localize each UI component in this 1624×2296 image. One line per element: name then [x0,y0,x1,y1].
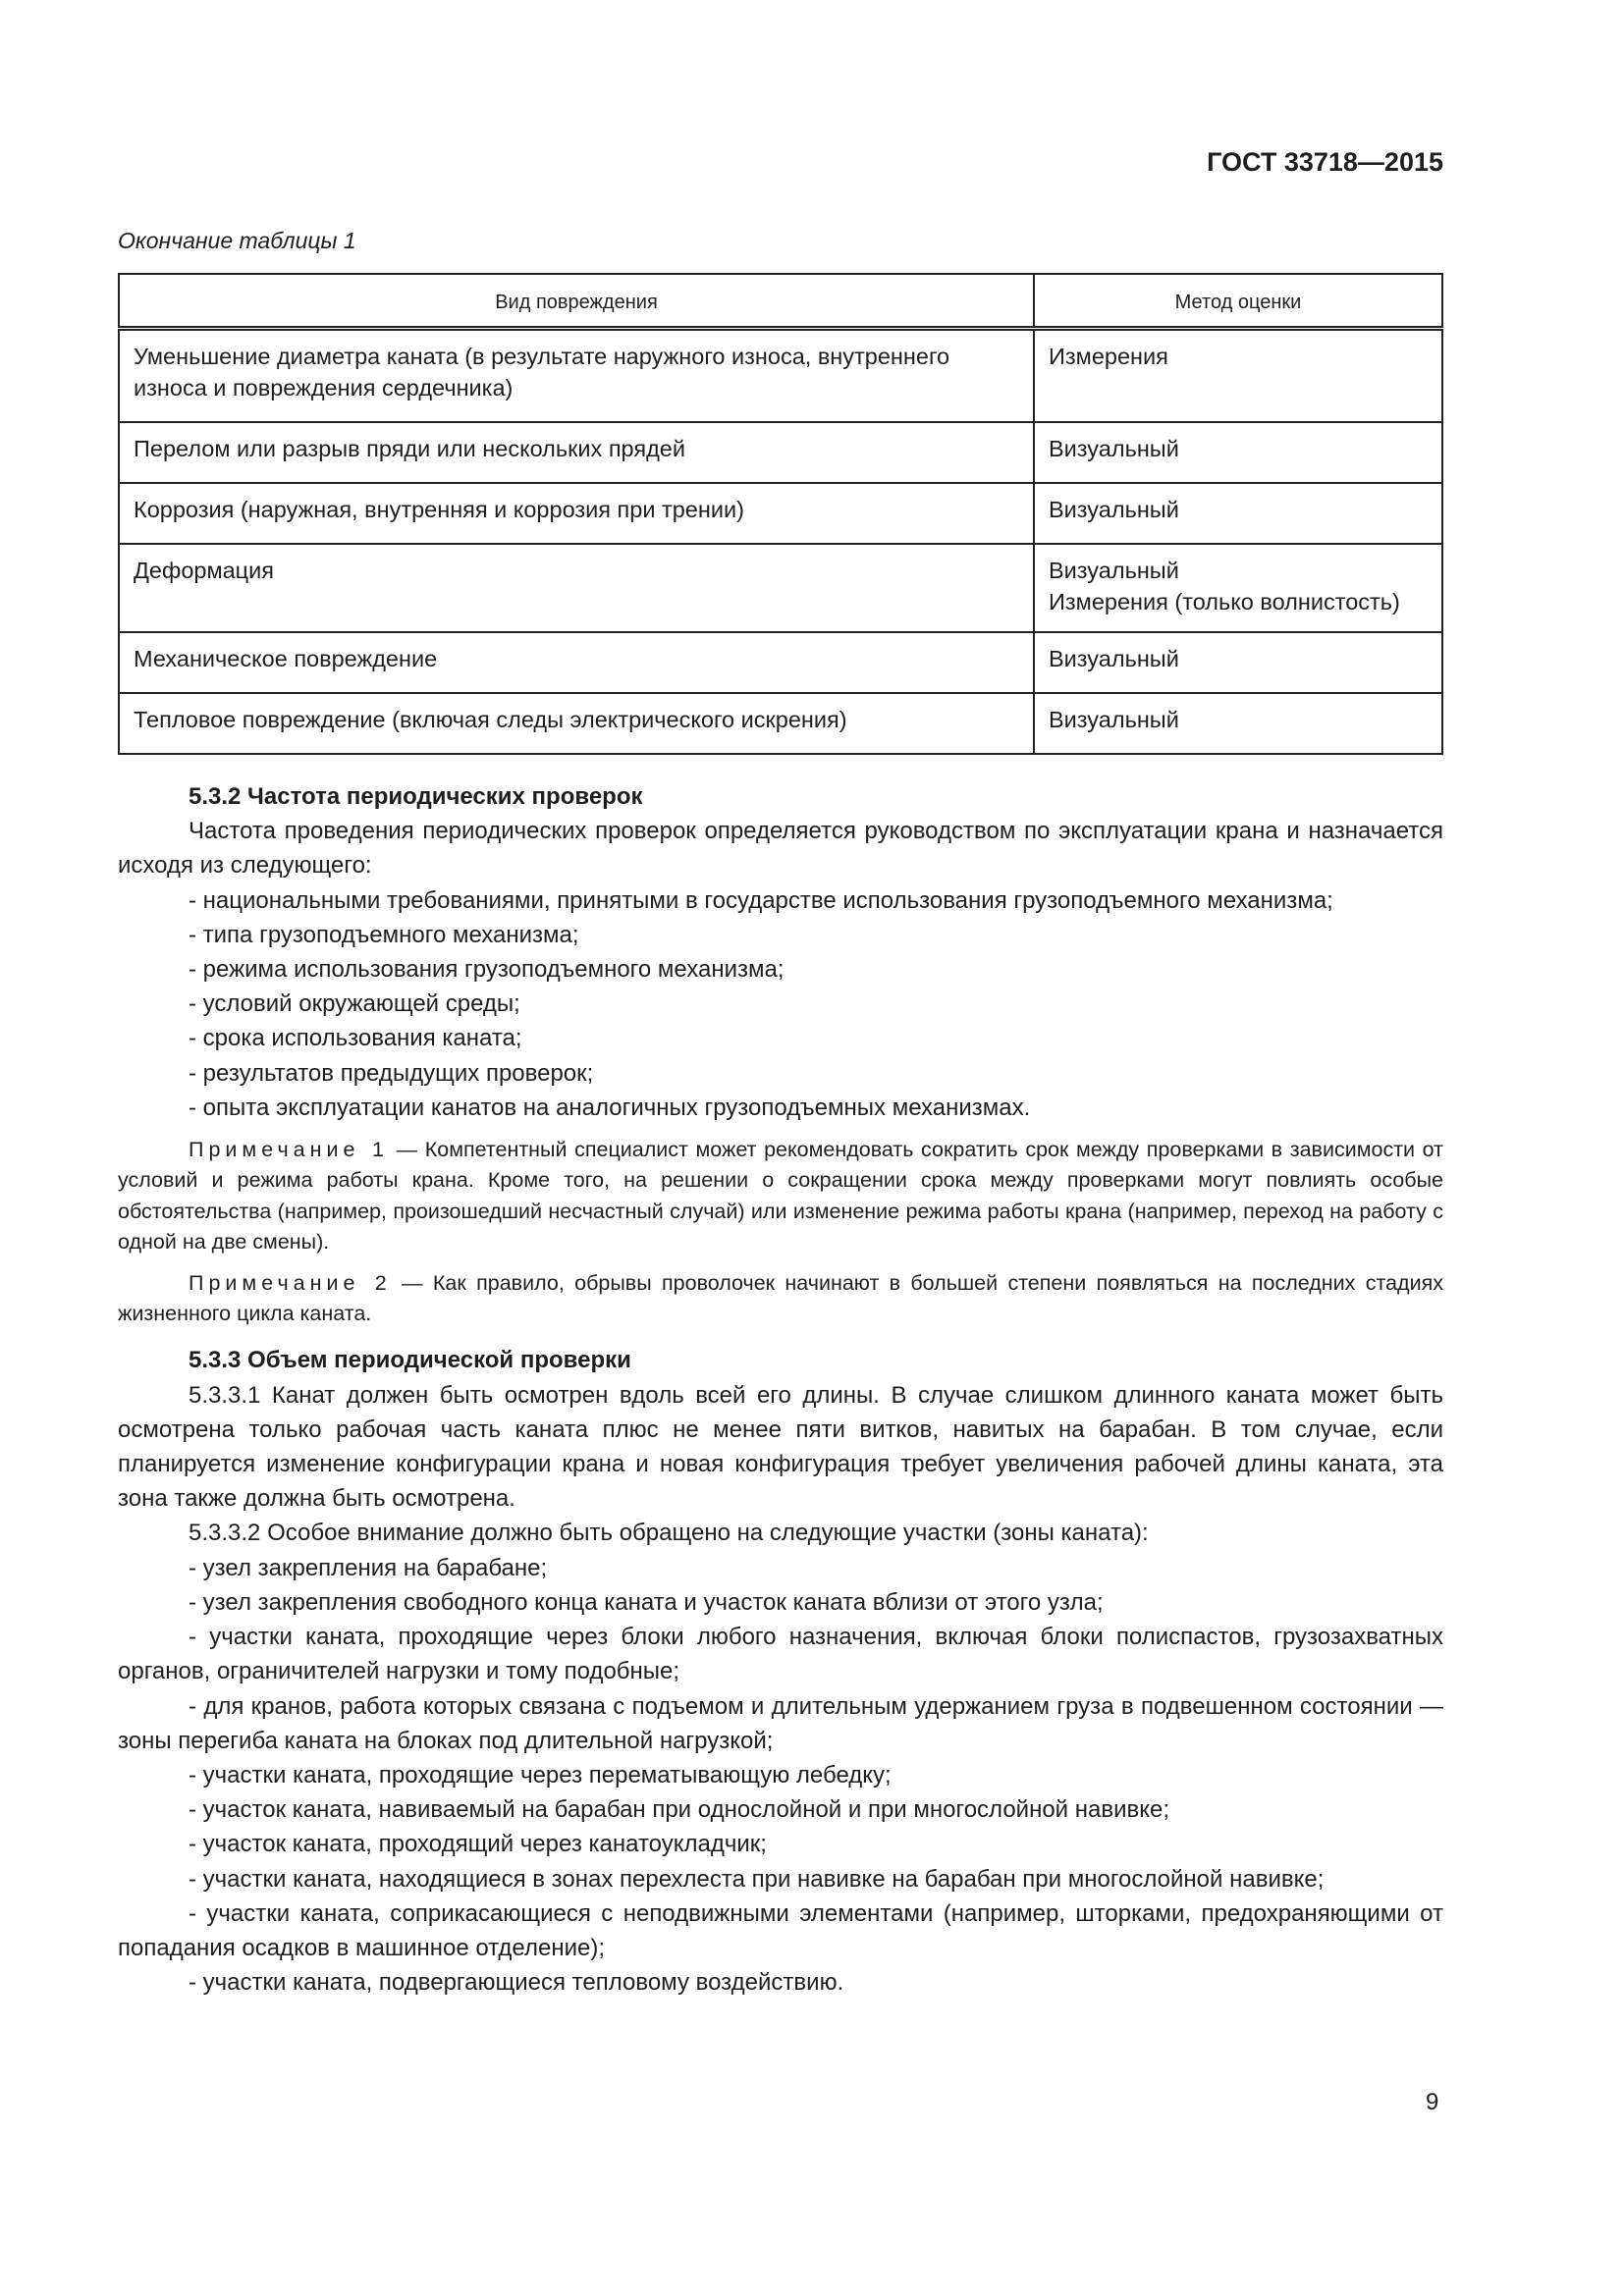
method-cell: Визуальный [1034,693,1442,754]
damage-cell: Тепловое повреждение (включая следы электрического искрения) [119,693,1034,754]
list-item: - участки каната, соприкасающиеся с неподвижными элементами (например, шторками, предохраняющими от попадания осадков в машинное отделение); [118,1899,1443,1961]
note-label: Примечание 2 [189,1270,392,1295]
note-1 [118,1135,1443,1258]
list-item: - участки каната, подвергающиеся тепловому воздействию. [189,1969,844,1997]
document-body [118,779,1443,2000]
page-number: 9 [1426,2089,1439,2115]
document-code: ГОСТ 33718—2015 [1207,147,1443,177]
table-row [119,693,1442,754]
table-row [119,544,1442,632]
list-item: - национальными требованиями, принятыми в государстве использования грузоподъемного механизма; [189,886,1333,914]
list-item: - результатов предыдущих проверок; [189,1059,594,1087]
damage-cell: Механическое повреждение [119,632,1034,693]
damage-cell: Деформация [119,544,1034,632]
table-row [119,483,1442,544]
paragraph: 5.3.3.1 Канат должен быть осмотрен вдоль всей его длины. В случае слишком длинного каната может быть осмотрена только рабочая часть каната плюс не менее пяти витков, навитых на барабан. В том случае, если планируется изменение конфигурации крана и новая конфигурация требует увеличения рабочей длины каната, эта зона также должна быть осмотрена. [118,1381,1443,1513]
damage-cell: Перелом или разрыв пряди или нескольких прядей [119,422,1034,483]
damage-cell: Уменьшение диаметра каната (в результате наружного износа, внутреннего износа и повреждения сердечника) [119,329,1034,423]
list-item: - условий окружающей среды; [189,990,520,1018]
note-2 [118,1268,1443,1330]
method-line: Визуальный [1049,558,1179,583]
list-item: - участки каната, проходящие через перематывающую лебедку; [189,1761,892,1789]
list-item: - участки каната, проходящие через блоки любого назначения, включая блоки полиспастов, грузозахватных органов, ограничителей нагрузки и тому подобные; [118,1624,1443,1685]
method-cell: Измерения [1034,329,1442,423]
list-item: - типа грузоподъемного механизма; [189,921,579,948]
paragraph: 5.3.3.2 Особое внимание должно быть обращено на следующие участки (зоны каната): [189,1520,1149,1547]
method-cell [1034,544,1442,632]
section-heading-5-3-2: 5.3.2 Частота периодических проверок [189,783,643,810]
method-cell: Визуальный [1034,632,1442,693]
paragraph: Частота проведения периодических проверок определяется руководством по эксплуатации крана и назначается исходя из следующего: [118,818,1443,880]
list-item: - узел закрепления на барабане; [189,1554,548,1581]
list-item: - узел закрепления свободного конца каната и участок каната вблизи от этого узла; [189,1588,1104,1616]
note-text: — Как правило, обрывы проволочек начинают в большей степени появляться на последних стадиях жизненного цикла каната. [118,1270,1443,1326]
list-item: - участки каната, находящиеся в зонах перехлеста при навивке на барабан при многослойной навивке; [189,1865,1325,1893]
table-row [119,329,1442,423]
table-header-row [119,274,1442,329]
list-item: - срока использования каната; [189,1025,522,1052]
column-header-damage: Вид повреждения [119,274,1034,329]
table-row [119,632,1442,693]
list-item: - опыта эксплуатации канатов на аналогичных грузоподъемных механизмах. [189,1094,1031,1121]
table-row [119,422,1442,483]
list-item: - участок каната, навиваемый на барабан при однослойной и при многослойной навивке; [189,1796,1170,1824]
list-item: - режима использования грузоподъемного механизма; [189,956,785,984]
list-item: - участок каната, проходящий через канатоукладчик; [189,1831,767,1858]
method-line: Измерения (только волнистость) [1049,589,1400,614]
note-text: — Компетентный специалист может рекомендовать сократить срок между проверками в зависимости от условий и режима работы крана. Кроме того, на решении о сокращении срока между проверками могут повлиять особые обстоятельства (например, произошедший несчастный случай) или изменение режима работы крана (например, переход на работу с одной на две смены). [118,1138,1443,1255]
column-header-method: Метод оценки [1034,274,1442,329]
note-label: Примечание 1 [189,1138,390,1162]
section-heading-5-3-3: 5.3.3 Объем периодической проверки [189,1347,631,1374]
damage-assessment-table [118,273,1443,755]
list-item: - для кранов, работа которых связана с подъемом и длительным удержанием груза в подвешенном состоянии — зоны перегиба каната на блоках под длительной нагрузкой; [118,1692,1443,1754]
table-caption: Окончание таблицы 1 [118,228,356,253]
method-cell: Визуальный [1034,483,1442,544]
method-cell: Визуальный [1034,422,1442,483]
damage-cell: Коррозия (наружная, внутренняя и коррозия при трении) [119,483,1034,544]
